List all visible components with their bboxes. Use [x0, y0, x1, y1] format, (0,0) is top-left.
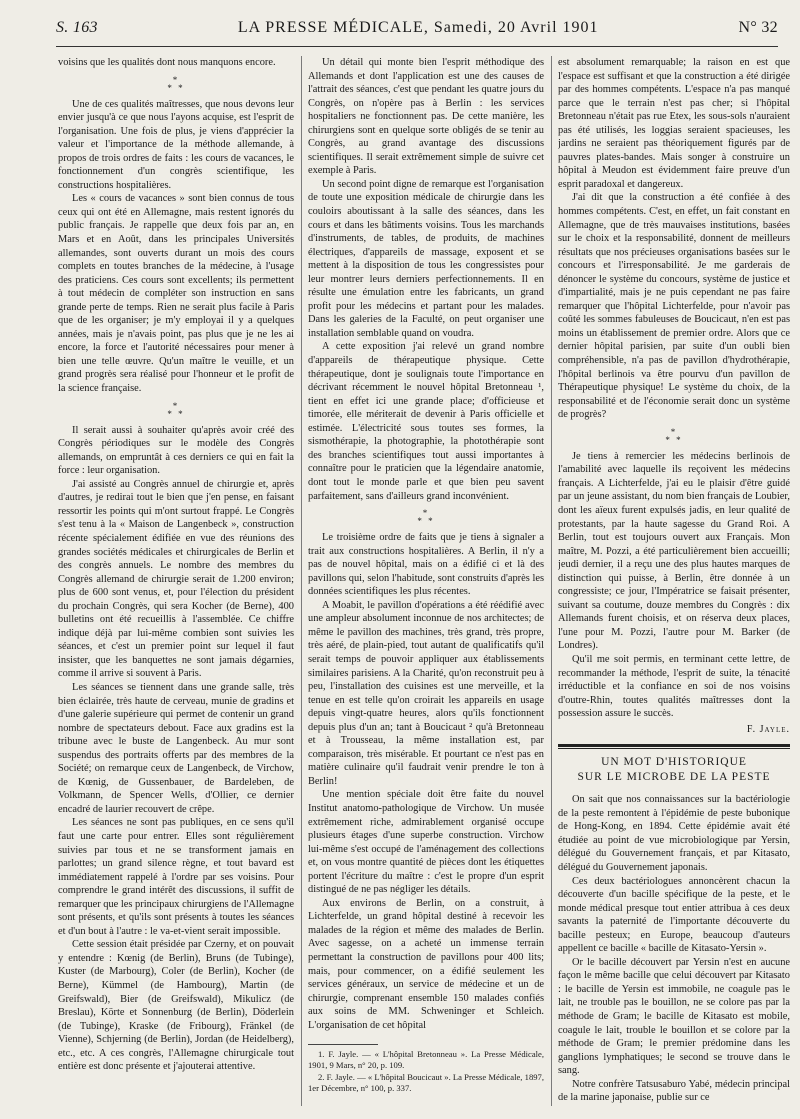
paragraph: On sait que nos connaissances sur la bactériologie de la peste remontent à l'épidémie de peste bubonique de Hong-Kong, en 1894. Cette épidémie avait été étudiée au point de vue microbiologique par Yersin, délégué du Gouvernement français, et par Kitasato, délégué du Gouvernement japonais.: [558, 794, 790, 873]
paragraph: Or le bacille découvert par Yersin n'est en aucune façon le même bacille que celui découvert par Kitasato : le bacille de Yersin est immobile, ne coagule pas le lait, ne trouble pas le bouillon, ne se colore pas par la méthode de Gram; le bacille de Kitasato est mobile, coagule le lait, trouble le bouillon et se colore par la méthode de Gram; le premier prédomine dans les ganglions lymphatiques; le second se trouve dans le sang.: [558, 956, 790, 1077]
paragraph: Il serait aussi à souhaiter qu'après avoir créé des Congrès périodiques sur le modèle des Congrès allemands, on empruntât à ces derniers ce qui en fait la force : leur organisation.: [58, 424, 294, 477]
paragraph: Les séances se tiennent dans une grande salle, très bien éclairée, très haute de cerveau, munie de gradins et d'une galerie supérieure qui permet de contenir un grand nombre de spectateurs debout. Face aux gradins est la tribune avec le buste de Langenbeck. Au mur sont suspendus des portraits offerts par des membres de la Société; on remarque ceux de Langenbeck, de Virchow, de Kœnig, de Gussenbauer, de Bardeleben, de Volkmann, de Spencer Wells, d'Ollier, ce dernier encadré de laurier recouvert de crêpe.: [58, 681, 294, 815]
paragraph: est absolument remarquable; la raison en est que l'espace est suffisant et que la construction a été dirigée par des hommes compétents. L'espace n'a pas manqué parce que le terrain n'est pas cher; si l'hôpital Bretonneau n'était pas rue Etex, les sous-sols n'auraient pas été utilisés, les loggias seraient spacieuses, les jardins ne seraient pas théoriquement figurés par de pauvres plates-bandes. Mais songer à construire un hôpital à Meudon est évidemment faire preuve d'un esprit paradoxal et dangereux.: [558, 57, 790, 190]
section-stars: * * *: [167, 74, 185, 93]
column-divider-1: [301, 56, 302, 1106]
paragraph: Cette session était présidée par Czerny, et on pouvait y entendre : Kœnig (de Berlin), Bruns (de Tubinge), Kuster (de Marbourg), Coler (de Berlin), Kocher (de Berne), Kümmel (de Hambourg), Martin (de Greifswald), Bier (de Greifswald), Mikulicz (de Breslau), Körte et Sonnenburg (de Berlin), Döderlein (de Tubinge), Kraske (de Fribourg), Fränkel (de Vienne), Schjerning (de Berlin), Jordan (de Heidelberg), etc., etc. A ces congrès, l'Allemagne chirurgicale tout entière est donc présente et j'ajouterai attentive.: [58, 939, 294, 1073]
footnote: 1. F. Jayle. — « L'hôpital Bretonneau ». La Presse Médicale, 1901, 9 Mars, n° 20, p. 109.: [308, 1049, 544, 1070]
paragraph: Je tiens à remercier les médecins berlinois de l'amabilité avec laquelle ils reçoivent les médecins français. A Lichterfelde, j'ai eu le plaisir d'être guidé par un jeune assistant, du nom bien français de Loubier, dont les aïeux furent expulsés jadis, en leur qualité de protestants, par la haute sagesse du Grand Roi. A Berlin, tout est toujours ouvert aux Français. Mon maître, M. Pozzi, a été particulièrement bien accueilli; jeudi dernier, il a reçu une des plus hautes marques de distinction qui puisse, à Berlin, être donnée à un congressiste; ce jour, l'Impératrice se faisait présenter, suivant sa coutume, douze membres du Congrès : dix Allemands furent choisis, et on réserva deux places, l'une pour M. Pozzi, l'autre pour M. Barker (de Londres).: [558, 450, 790, 652]
footnote-rule: [308, 1044, 378, 1045]
column-1: [58, 56, 294, 1111]
signature-name: F. Jayle.: [746, 723, 790, 735]
page-number: S. 163: [56, 19, 98, 36]
paragraph: Une mention spéciale doit être faite du nouvel Institut anatomo-pathologique de Virchow. Un musée extrêmement riche, admirablement organisé occupe plusieurs étages d'une superbe construction. Virchow lui-même s'est occupé de l'aménagement des collections et, on vous montre quantité de pièces dont les étiquettes portent l'écriture du maître : c'est le propre d'un esprit distingué de ne pas négliger les détails.: [308, 789, 544, 896]
paragraph: Le troisième ordre de faits que je tiens à signaler a trait aux constructions hospitalières. A Berlin, il n'y a pas de nouvel hôpital, mais on a édifié ci et là des pavillons qui, selon l'habitude, sont construits d'après les données scientifiques les plus récentes.: [308, 532, 544, 598]
section-stars: * * *: [665, 426, 683, 445]
footnote: 2. F. Jayle. — « L'hôpital Boucicaut ». La Presse Médicale, 1897, 1er Décembre, n° 100, p. 337.: [308, 1072, 544, 1093]
paragraph: A Moabit, le pavillon d'opérations a été réédifié avec une ampleur absolument inconnue de nos architectes; de même le pavillon des machines, très grand, très propre, très aéré, de plain-pied, tout autant de qualificatifs qu'il serait temps de pouvoir appliquer aux établissements similaires parisiens. A la Charité, qu'on reconstruit peu à peu, l'installation des cuisines est une merveille, et la tenue en est telle qu'on croirait les appareils en usage depuis vingt-quatre heures, alors qu'ils fonctionnent depuis plus d'un an; tant à Boucicaut ² qu'à Bretonneau et à Trousseau, la même installation est, par comparaison, très misérable. Et pourtant ce n'est pas en matière culinaire qu'il faudrait venir prendre le ton à Berlin!: [308, 599, 544, 787]
paragraph: Les « cours de vacances » sont bien connus de tous ceux qui ont été en Allemagne, mais restent ignorés du public français. Je rappelle que deux fois par an, en Mars et en Août, dans les principales Universités allemandes, sont ouverts durant un mois des cours complets en toutes branches de la médecine, à l'usage des praticiens. Ces cours sont excellents; ils permettent à tout médecin de compléter son instruction en sans grande perte de temps. Rien ne serait plus facile à Paris que de les organiser; je m'y employai il y a quelques années, mais je n'avais point, pas plus que je ne les ai encore, la force et l'autorité nécessaires pour mener à bien une telle œuvre. Qu'un maître le veuille, et un grand progrès sera réalisé pour l'honneur et le profit de la science française.: [58, 193, 294, 395]
page-header: [56, 12, 778, 44]
header-rule: [56, 46, 778, 47]
section-stars: * * *: [417, 508, 435, 527]
issue-number: N° 32: [738, 19, 778, 36]
paragraph: Ces deux bactériologues annoncèrent chacun la découverte d'un bacille spécifique de la peste, et le monde médical presque tout entier attribua à ces deux savants la paternité de l'importante découverte du bacille pesteux; en Europe, beaucoup d'auteurs appellent ce bacille « bacille de Kitasato-Yersin ».: [558, 875, 790, 955]
paragraph: Un détail qui monte bien l'esprit méthodique des Allemands et dont l'application est une des causes de l'attrait des séances, c'est que pendant les quatre jours du Congrès, on n'opère pas à Berlin : les services hospitaliers ne fonctionnent pas. De cette manière, les chirurgiens sont en quelque sorte obligés de se tenir au Congrès, au grand avantage des discussions scientifiques. Il serait extrêmement simple de suivre cet exemple à Paris.: [308, 57, 544, 177]
paragraph: A cette exposition j'ai relevé un grand nombre d'appareils de thérapeutique physique. Cette thérapeutique, dont je soulignais toute l'importance en décrivant récemment le nouvel hôpital Bretonneau ¹, tient en effet ici une grande place; d'officieuse et timorée, elle mériterait de devenir à Paris officielle et estimée. L'électricité sous toutes ses formes, la sismothérapie, la photographie, la photothérapie sont des branches scientifiques tout aussi importantes à connaître pour le praticien que la légendaire anatomie, dont tout le monde parle et que bien peu savent parfaitement, sans d'ailleurs grand inconvénient.: [308, 341, 544, 502]
section-rule-thick: [558, 744, 790, 747]
section-title-line-2: SUR LE MICROBE DE LA PESTE: [577, 771, 771, 784]
paragraph: voisins que les qualités dont nous manquons encore.: [58, 57, 276, 68]
section-stars: * * *: [167, 400, 185, 419]
paragraph: Aux environs de Berlin, on a construit, à Lichterfelde, un grand hôpital destiné à recevoir les malades de la région et même des malades de Berlin. Avec sagesse, on a acheté un immense terrain permettant la construction de pavillons pour 400 lits; mais, pour commencer, on a édifié seulement les services généraux, un service de médecine et un de chirurgie, comprenant ensemble 150 malades confiés aux soins de MM. Schweninger et Schleich. L'organisation de cet hôpital: [308, 897, 544, 1031]
article-signature: [558, 723, 790, 737]
paragraph: Notre confrère Tatsusaburo Yabé, médecin principal de la marine japonaise, publie sur ce: [558, 1078, 790, 1104]
section-rule-thin: [558, 748, 790, 749]
journal-title: LA PRESSE MÉDICALE, Samedi, 20 Avril 1901: [237, 19, 599, 36]
column-3: [558, 56, 790, 1111]
paragraph: J'ai dit que la construction a été confiée à des hommes compétents. C'est, en effet, un fait constant en Allemagne, que de très mauvaises institutions, basées sur le choix et la responsabilité, donnent de meilleurs résultats que nos précieuses organisations basées sur le concours et l'irresponsabilité. Je me garderais de dénoncer le système du concours, système de justice et d'impartialité, mais je ne puis cependant ne pas faire remarquer que l'hôpital Lichterfelde, pour n'avoir pas coûté les sommes fabuleuses de Boucicaut, n'en est pas moins un établissement de premier ordre. Alors que ce dernier hôpital parisien, par suite d'un oubli bien compréhensible, n'a pas de pavillon d'hydrothérapie, l'hôpital berlinois va être pourvu d'un pavillon de Thérapeutique physique! Le système du choix, de la responsabilité et de l'économie serait donc un système de progrès?: [558, 192, 790, 421]
column-2: [308, 56, 544, 1038]
footnotes: [308, 1044, 544, 1095]
paragraph: Un second point digne de remarque est l'organisation de toute une exposition médicale de chirurgie dans les couloirs aboutissant à la salle des séances, dans les cours et dans les bâtiments voisins. Tous les marchands d'instruments, de tables, de produits, de machines électriques, d'appareils de massage, exposent et se mettent à la disposition de tous les congressistes pour leur montrer leurs derniers perfectionnements. Il en résulte une émulation entre les fabricants, un grand profit pour les médecins et partant pour les malades. Dans les galeries de la Faculté, on peut organiser une installation semblable quand on voudra.: [308, 178, 544, 339]
paragraph: Les séances ne sont pas publiques, en ce sens qu'il faut une carte pour entrer. Elles sont régulièrement suivies par tous et ne se transforment jamais en parlottes; un grand silence règne, et tout bavard est immédiatement rappelé à l'ordre par ses voisins. Pour comprendre le grand intérêt des discussions, il suffit de remarquer que les principaux chirurgiens de l'Allemagne sont présents, et qu'ils sont présents à toutes les séances et d'un bout à l'autre : le va-et-vient serait impossible.: [58, 817, 294, 937]
section-title-line-1: UN MOT D'HISTORIQUE: [601, 756, 747, 769]
section-title: [558, 755, 790, 785]
paragraph: Une de ces qualités maîtresses, que nous devons leur envier jusqu'à ce que nous l'ayons acquise, est l'esprit de l'organisation. Une fois de plus, je viens d'apprécier la valeur et l'importance de la méthode allemande, à propos de trois ordres de faits : les cours de vacances, le fonctionnement d'un congrès scientifique, les constructions hospitalières.: [58, 98, 294, 191]
paragraph: J'ai assisté au Congrès annuel de chirurgie et, après d'autres, je redirai tout le bien que j'en pense, en faisant ressortir les points qui m'ont surtout frappé. Le Congrès s'est tenu à la « Maison de Langenbeck », construction récente spécialement édifiée en vue des réunions des grandes sociétés médicales et chirurgicales de Berlin et des congrès annuels. Le nombre des membres du Congrès allemand de chirurgie serait de 1.200 environ; plus de 600 sont venus, et, pour l'élection du président du prochain Congrès, qui sera Kocher (de Berne), 400 bulletins ont été recueillis à l'assemblée. Ce chiffre indique déjà par lui-même combien sont suivies les séances, et c'est un premier point sur lequel il faut insister, que les banquettes ne sont jamais dégarnies, comme il arrive si souvent à Paris.: [58, 478, 294, 680]
paragraph: Qu'il me soit permis, en terminant cette lettre, de recommander la méthode, l'esprit de suite, la ténacité irréductible et la confiance en soi de nos voisins d'outre-Rhin, toutes qualités maîtresses dont la possession assure le succès.: [558, 653, 790, 720]
column-divider-2: [551, 56, 552, 1106]
